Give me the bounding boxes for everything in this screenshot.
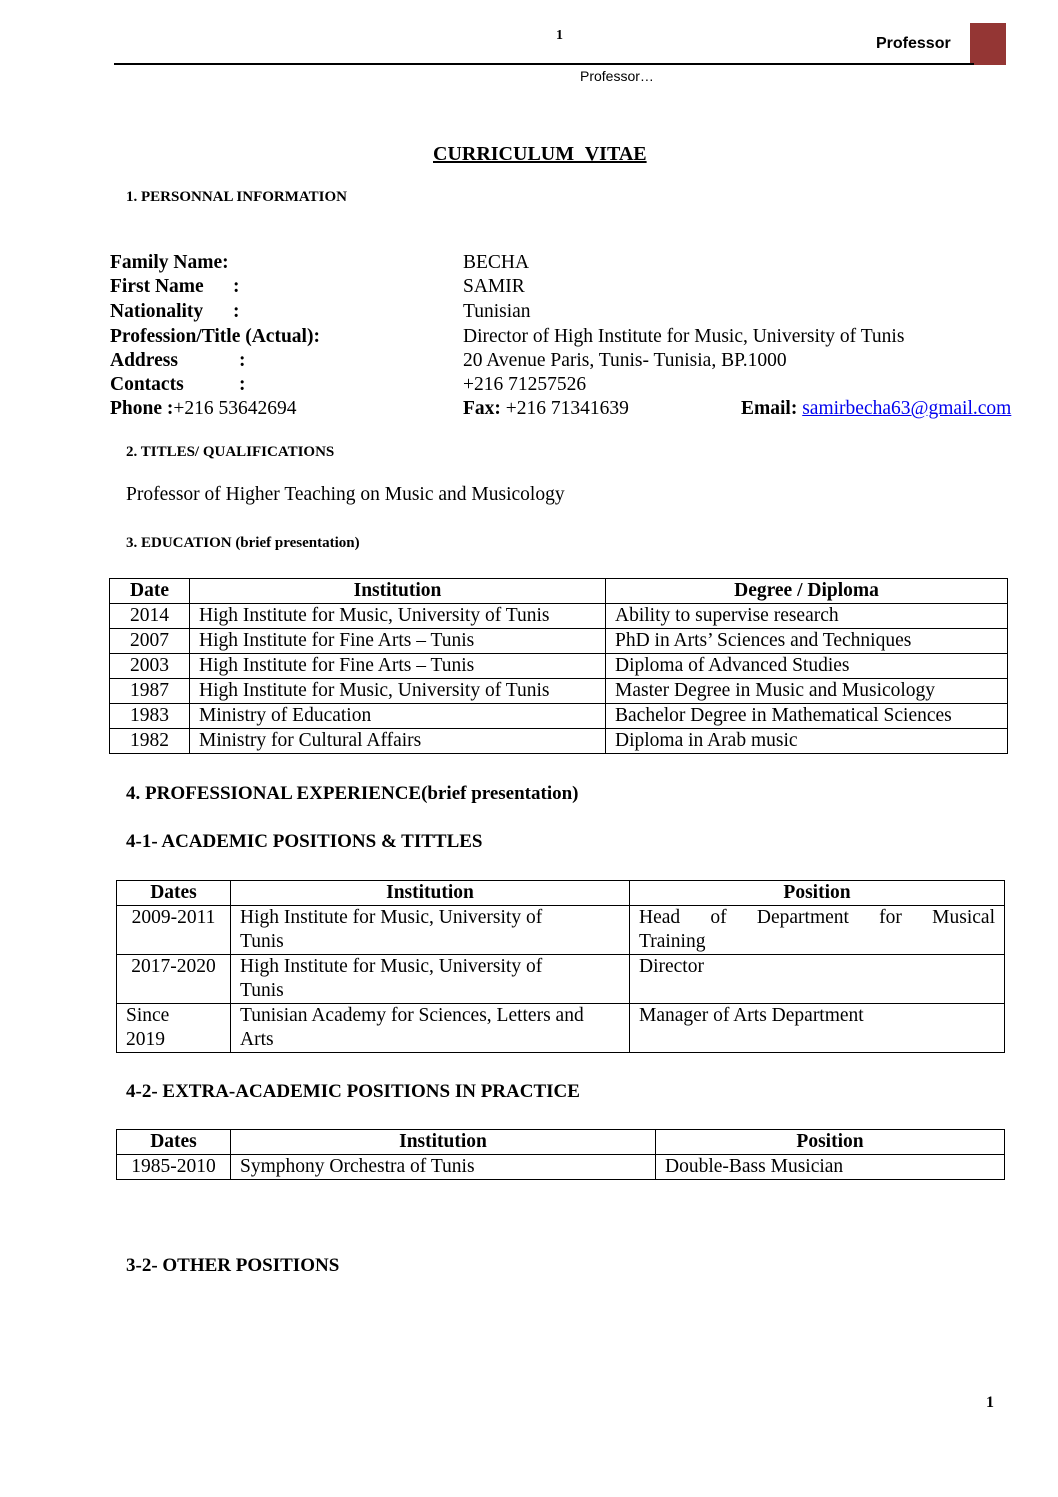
fax-value: +216 71341639 [500, 398, 629, 419]
pi-value-address: 20 Avenue Paris, Tunis- Tunisia, BP.1000 [463, 350, 787, 371]
header-label: Professor [876, 35, 951, 52]
cell-line: Training [639, 931, 706, 952]
cell-line: Since [126, 1005, 170, 1026]
cell-line: Tunis [240, 931, 284, 952]
cell-degree: PhD in Arts’ Sciences and Techniques [606, 629, 1008, 654]
pi-value-nationality: Tunisian [463, 301, 531, 322]
cell-date: 1983 [110, 704, 190, 729]
cell-dates: 2009-2011 [117, 906, 231, 955]
pi-colon: : [233, 301, 240, 322]
academic-positions-table [116, 880, 1005, 1053]
cell-line: Tunis [240, 980, 284, 1001]
header-accent-block [970, 23, 1006, 65]
table-row [117, 955, 1005, 1004]
pi-value-profession: Director of High Institute for Music, University of Tunis [463, 326, 905, 347]
col-header-institution: Institution [231, 881, 630, 906]
pi-value-family-name: BECHA [463, 252, 530, 273]
cell-position: Double-Bass Musician [656, 1155, 1005, 1180]
cell-institution: High Institute for Fine Arts – Tunis [190, 629, 606, 654]
table-row [110, 729, 1008, 754]
cell-degree: Diploma of Advanced Studies [606, 654, 1008, 679]
cell-date: 2014 [110, 604, 190, 629]
pi-label-first-name: First Name [110, 276, 204, 297]
table-row [110, 629, 1008, 654]
section-2-title: 2. TITLES/ QUALIFICATIONS [126, 444, 335, 460]
email-line [741, 398, 1011, 420]
email-label: Email: [741, 398, 798, 419]
cell-line: Arts [240, 1029, 274, 1050]
cell-line: High Institute for Music, University of [240, 907, 543, 928]
cell-date: 2007 [110, 629, 190, 654]
page-number-top: 1 [556, 28, 563, 43]
col-header-dates: Dates [117, 1130, 231, 1155]
col-header-position: Position [630, 881, 1005, 906]
col-header-date: Date [110, 579, 190, 604]
header-subtitle: Professor… [580, 68, 654, 84]
section-4-title: 4. PROFESSIONAL EXPERIENCE(brief presentation) [126, 783, 579, 804]
cell-institution [231, 955, 630, 1004]
cell-line: Tunisian Academy for Sciences, Letters and [240, 1005, 584, 1026]
pi-value-contacts: +216 71257526 [463, 374, 587, 395]
cell-institution: High Institute for Fine Arts – Tunis [190, 654, 606, 679]
subsection-4-2-title: 4-2- EXTRA-ACADEMIC POSITIONS IN PRACTICE [126, 1081, 580, 1102]
cell-institution: Ministry for Cultural Affairs [190, 729, 606, 754]
table-row [110, 654, 1008, 679]
header-rule [114, 63, 974, 65]
cell-dates [117, 1004, 231, 1053]
page-number-bottom: 1 [986, 1394, 994, 1411]
cell-institution [231, 1004, 630, 1053]
phone-label: Phone : [110, 398, 174, 419]
cell-date: 1982 [110, 729, 190, 754]
pi-value-first-name: SAMIR [463, 276, 525, 297]
col-header-degree: Degree / Diploma [606, 579, 1008, 604]
col-header-dates: Dates [117, 881, 231, 906]
pi-colon: : [233, 276, 240, 297]
table-row [110, 679, 1008, 704]
col-header-position: Position [656, 1130, 1005, 1155]
cell-degree: Ability to supervise research [606, 604, 1008, 629]
table-row [117, 906, 1005, 955]
cell-institution: High Institute for Music, University of Tunis [190, 604, 606, 629]
cell-institution: Ministry of Education [190, 704, 606, 729]
phone-line [110, 398, 297, 420]
section-3-title: 3. EDUCATION (brief presentation) [126, 535, 360, 551]
cell-dates: 2017-2020 [117, 955, 231, 1004]
pi-label-address: Address [110, 350, 178, 371]
table-header-row [117, 881, 1005, 906]
table-row [110, 604, 1008, 629]
cell-dates: 1985-2010 [117, 1155, 231, 1180]
fax-label: Fax: [463, 398, 501, 419]
phone-value: +216 53642694 [173, 398, 297, 419]
email-link[interactable]: samirbecha63@gmail.com [802, 398, 1012, 419]
subsection-3-2-title: 3-2- OTHER POSITIONS [126, 1255, 340, 1276]
cell-position: Manager of Arts Department [630, 1004, 1005, 1053]
col-header-institution: Institution [231, 1130, 656, 1155]
col-header-institution: Institution [190, 579, 606, 604]
cell-date: 1987 [110, 679, 190, 704]
table-row [117, 1004, 1005, 1053]
pi-label-profession: Profession/Title (Actual): [110, 326, 320, 347]
cell-date: 2003 [110, 654, 190, 679]
table-row [110, 704, 1008, 729]
education-table [109, 578, 1008, 754]
pi-label-contacts: Contacts [110, 374, 184, 395]
pi-label-family-name: Family Name: [110, 252, 229, 273]
pi-colon: : [239, 374, 246, 395]
pi-colon: : [239, 350, 246, 371]
subsection-4-1-title: 4-1- ACADEMIC POSITIONS & TITTLES [126, 831, 483, 852]
cell-position: Director [630, 955, 1005, 1004]
fax-line [463, 398, 629, 420]
cell-line: High Institute for Music, University of [240, 956, 543, 977]
table-header-row [117, 1130, 1005, 1155]
cell-line: 2019 [126, 1029, 165, 1050]
extra-academic-table [116, 1129, 1005, 1180]
section-1-title: 1. PERSONNAL INFORMATION [126, 189, 347, 205]
pi-label-nationality: Nationality [110, 301, 204, 322]
qualification-text: Professor of Higher Teaching on Music and Musicology [126, 484, 565, 505]
cell-degree: Bachelor Degree in Mathematical Sciences [606, 704, 1008, 729]
table-header-row [110, 579, 1008, 604]
cell-institution [231, 906, 630, 955]
cell-position [630, 906, 1005, 955]
cell-institution: High Institute for Music, University of Tunis [190, 679, 606, 704]
cell-degree: Master Degree in Music and Musicology [606, 679, 1008, 704]
table-row [117, 1155, 1005, 1180]
cell-degree: Diploma in Arab music [606, 729, 1008, 754]
cell-institution: Symphony Orchestra of Tunis [231, 1155, 656, 1180]
document-title: CURRICULUM VITAE [433, 143, 647, 165]
cell-line: Head of Department for Musical [639, 907, 995, 928]
